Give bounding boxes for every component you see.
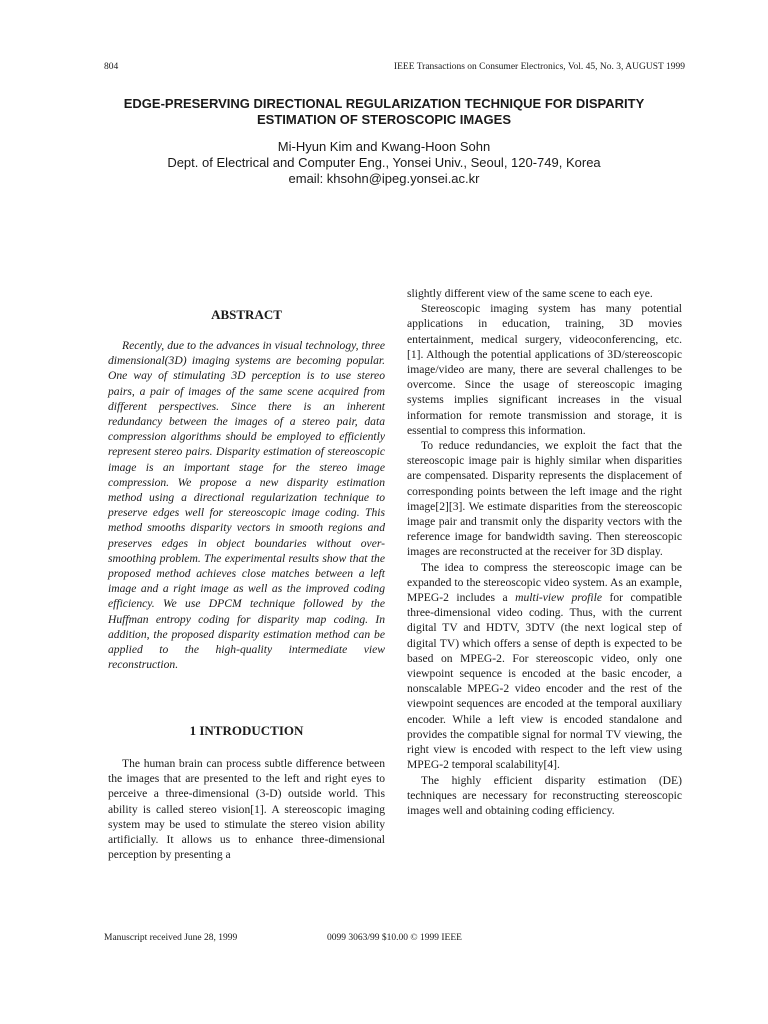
paragraph-4-part-b: for compatible three-dimensional video coding. Thus, with the current digital TV and HDTV, 3DTV (the next logical step of digital TV) which offers a sense of depth is expected to be based on MPEG-2. For stereoscopic video, only one viewpoint sequence is encoded at the basic encoder, a nonscalable MPEG-2 video encoder and the rest of the viewpoint sequences are encoded at the temporal auxiliary encoder. While a left view is encoded standalone and provides the compatible signal for normal TV viewing, the right view is encoded with respect to the left view using MPEG-2 temporal scalability[4]. bbox=[407, 591, 682, 772]
introduction-text bbox=[108, 756, 385, 862]
introduction-heading: 1 INTRODUCTION bbox=[189, 723, 304, 738]
abstract-text bbox=[108, 338, 385, 672]
abstract-heading: ABSTRACT bbox=[211, 307, 282, 322]
intro-paragraph-1: The human brain can process subtle difference between the images that are presented to the left and right eyes to perceive a three-dimensional (3-D) outside world. This ability is called stereo vision[1]. A stereoscopic imaging system may be used to stimulate the stereo vision ability artificially. It allows us to enhance three-dimensional perception by presenting a bbox=[108, 757, 385, 862]
title-line-1: EDGE-PRESERVING DIRECTIONAL REGULARIZATION TECHNIQUE FOR DISPARITY bbox=[123, 96, 645, 111]
paper-title bbox=[40, 96, 728, 128]
intro-continuation: slightly different view of the same scene to each eye. bbox=[407, 287, 653, 300]
intro-paragraph-5: The highly efficient disparity estimation (DE) techniques are necessary for reconstructing stereoscopic images well and obtaining coding efficiency. bbox=[407, 773, 682, 817]
author-affiliation: Dept. of Electrical and Computer Eng., Yonsei Univ., Seoul, 120-749, Korea bbox=[167, 155, 601, 170]
abstract-paragraph: Recently, due to the advances in visual technology, three dimensional(3D) imaging systems are becoming popular. One way of stimulating 3D perception is to use stereo pairs, a pair of images of the same scene acquired from different perspectives. Since there is an inherent redundancy between the images of a stereo pair, data compression algorithms should be employed to efficiently represent stereo pairs. Disparity estimation of stereoscopic image is an important stage for the stereo image compression. We propose a new disparity estimation method using a directional regularization technique to preserve edges well for stereoscopic image coding. This method smooths disparity vectors in smooth regions and preserves edges in object boundaries without over-smoothing problem. The experimental results show that the proposed method achieves close matches between a left image and a right image as well as the improved coding efficiency. We use DPCM technique followed by the Huffman entropy coding for disparity map coding. In addition, the proposed disparity estimation method can be applied to the high-quality intermediate view reconstruction. bbox=[108, 339, 385, 672]
paragraph-4-emphasis: multi-view profile bbox=[515, 591, 602, 605]
paragraph-4-part-a: The idea to compress the stereoscopic image can be expanded to the stereoscopic video system. As an example, MPEG-2 includes a bbox=[407, 560, 682, 605]
author-block bbox=[40, 139, 728, 187]
intro-paragraph-2: Stereoscopic imaging system has many potential applications in education, training, 3D movies entertainment, medical surgery, videoconferencing, etc. [1]. Although the potential applications of 3D/stereoscopic image/video are many, there are several challenges to be overcome. Since the usage of stereoscopic imaging systems implies significant increases in the visual information for remote transmission and storage, it is essential to compress this information. bbox=[407, 302, 682, 437]
title-line-2: ESTIMATION OF STEROSCOPIC IMAGES bbox=[257, 112, 511, 127]
intro-paragraph-4 bbox=[407, 560, 682, 773]
manuscript-received: Manuscript received June 28, 1999 bbox=[104, 933, 238, 943]
page-number: 804 bbox=[104, 62, 119, 72]
copyright-notice: 0099 3063/99 $10.00 © 1999 IEEE bbox=[327, 933, 462, 943]
right-column bbox=[407, 286, 682, 818]
journal-header: IEEE Transactions on Consumer Electronics, Vol. 45, No. 3, AUGUST 1999 bbox=[393, 62, 685, 72]
author-email: email: khsohn@ipeg.yonsei.ac.kr bbox=[288, 171, 480, 186]
intro-paragraph-3: To reduce redundancies, we exploit the fact that the stereoscopic image pair is highly similar when disparities are compensated. Disparity represents the displacement of corresponding points between the left image and the right image[2][3]. We estimate disparities from the stereoscopic image pair and transmit only the disparity vectors with the reference image for bandwidth saving. Then stereoscopic images are reconstructed at the receiver for 3D display. bbox=[407, 439, 682, 559]
author-names: Mi-Hyun Kim and Kwang-Hoon Sohn bbox=[277, 139, 491, 154]
